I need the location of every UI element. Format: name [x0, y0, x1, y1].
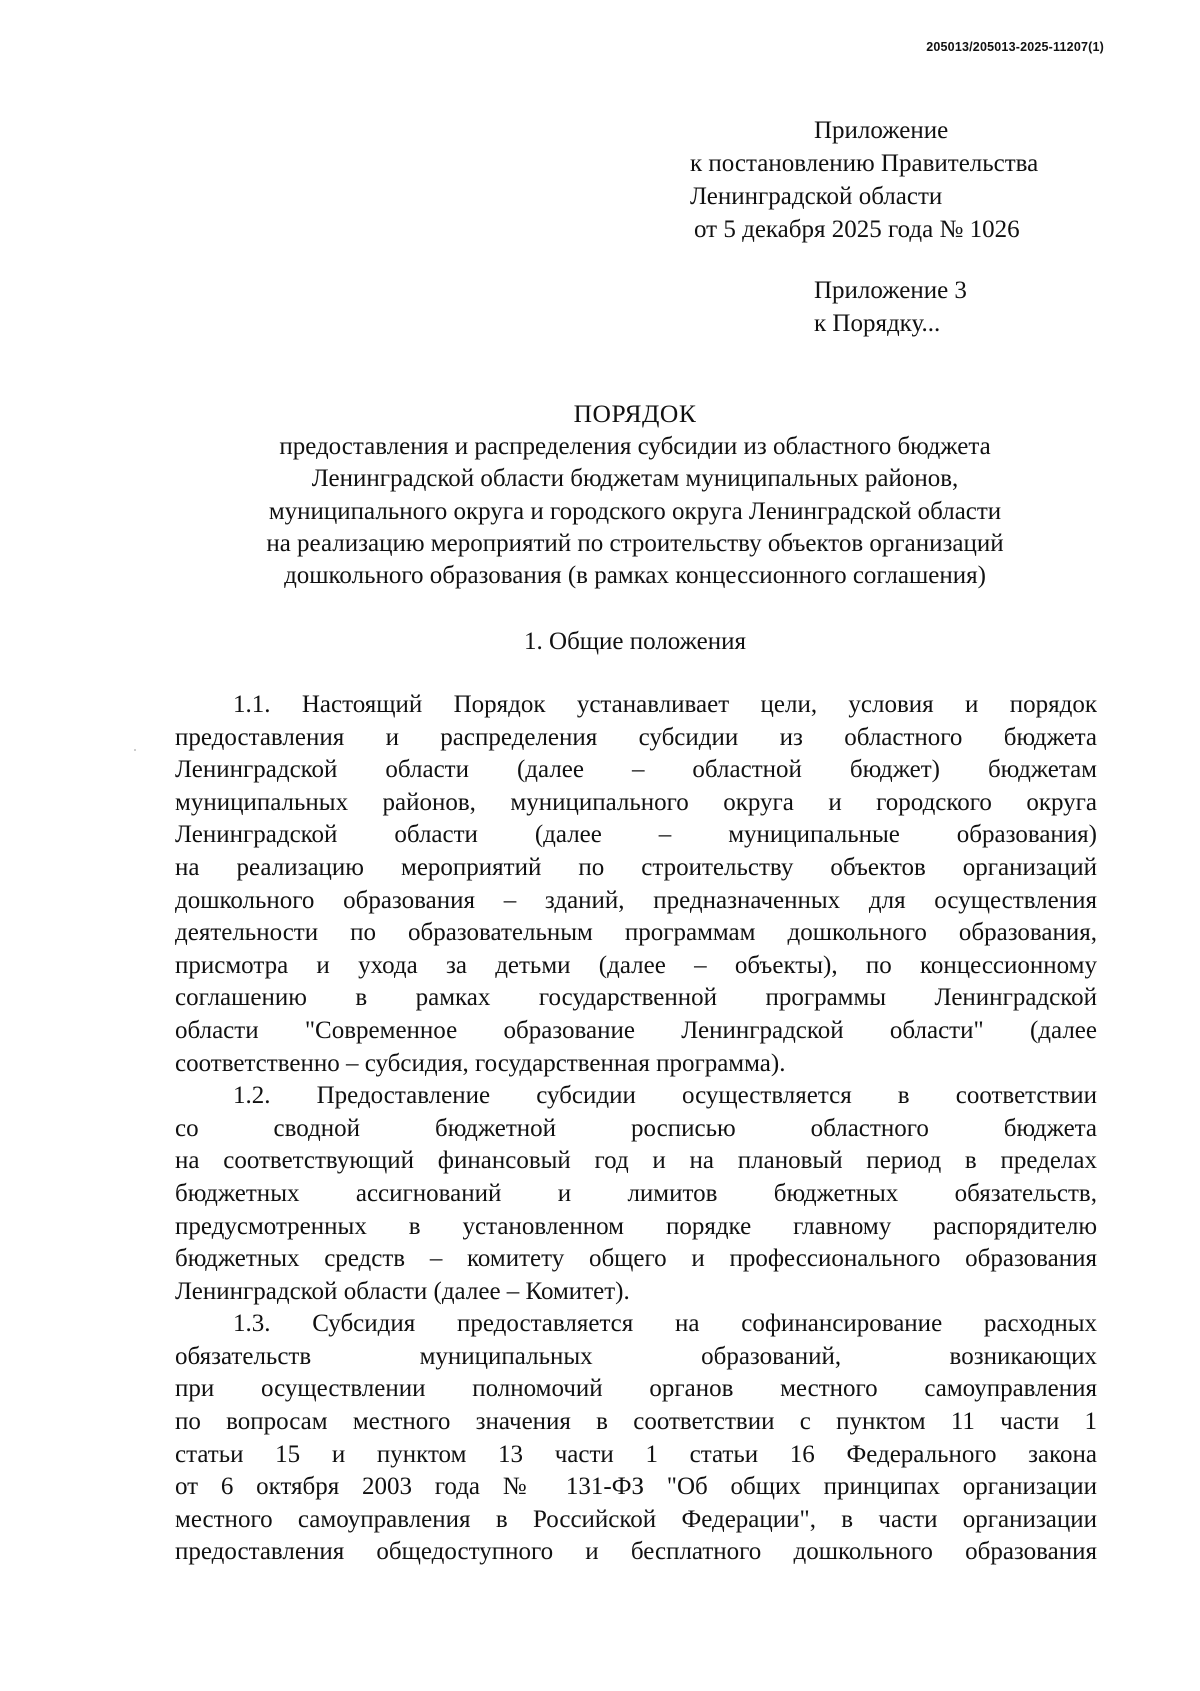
text-line: области "Современное образование Ленинградской области" (далее: [175, 1016, 1097, 1044]
text-line: 1.2. Предоставление субсидии осуществляется в соответствии: [233, 1082, 1097, 1110]
text-line: дошкольного образования – зданий, предназначенных для осуществления: [175, 886, 1097, 914]
scan-artifact: [134, 749, 136, 751]
section-heading: 1. Общие положения: [524, 628, 746, 655]
text-line: соответственно – субсидия, государственная программа).: [175, 1049, 786, 1077]
text-line: предусмотренных в установленном порядке главному распорядителю: [175, 1212, 1097, 1240]
paragraph-1-2: [175, 1080, 1097, 1308]
text-line: Ленинградской области (далее – областной бюджет) бюджетам: [175, 756, 1097, 784]
document-id: 205013/205013-2025-11207(1): [926, 40, 1104, 54]
text-line: 1.3. Субсидия предоставляется на софинансирование расходных: [233, 1310, 1097, 1338]
text-line: Ленинградской области (далее – муниципальные образования): [175, 821, 1097, 849]
annex-title: Приложение: [814, 117, 949, 144]
text-line: на соответствующий финансовый год и на плановый период в пределах: [175, 1147, 1097, 1175]
text-line: предоставления и распределения субсидии из областного бюджета: [175, 723, 1097, 751]
text-line: 1.1. Настоящий Порядок устанавливает цели, условия и порядок: [233, 691, 1097, 718]
text-line: присмотра и ухода за детьми (далее – объекты), по концессионному: [175, 951, 1097, 979]
text-line: Ленинградской области (далее – Комитет).: [175, 1277, 630, 1305]
subtitle-line: дошкольного образования (в рамках концессионного соглашения): [284, 562, 986, 590]
subtitle-line: на реализацию мероприятий по строительству объектов организаций: [266, 529, 1004, 557]
text-line: местного самоуправления в Российской Федерации", в части организации: [175, 1505, 1097, 1533]
text-line: обязательств муниципальных образований, возникающих: [175, 1342, 1097, 1370]
text-line: бюджетных ассигнований и лимитов бюджетных обязательств,: [175, 1179, 1097, 1207]
subtitle-line: предоставления и распределения субсидии из областного бюджета: [279, 433, 991, 460]
text-line: со сводной бюджетной росписью областного бюджета: [175, 1114, 1097, 1142]
text-line: деятельности по образовательным программам дошкольного образования,: [175, 919, 1097, 947]
annex-line: Ленинградской области: [690, 183, 943, 210]
text-line: по вопросам местного значения в соответствии с пунктом 11 части 1: [175, 1408, 1097, 1436]
text-line: от 6 октября 2003 года № 131-ФЗ "Об общих принципах организации: [175, 1473, 1097, 1501]
annex-sub-header: [814, 274, 967, 340]
annex-line: к постановлению Правительства: [690, 150, 1039, 177]
annex-sub-line: к Порядку...: [814, 310, 941, 337]
text-line: бюджетных средств – комитету общего и профессионального образования: [175, 1245, 1097, 1273]
subtitle-line: Ленинградской области бюджетам муниципальных районов,: [311, 465, 959, 493]
annex-header: [690, 114, 1038, 246]
text-line: предоставления общедоступного и бесплатного дошкольного образования: [175, 1538, 1097, 1566]
document-title: ПОРЯДОК: [573, 399, 697, 428]
paragraph-1-3: [175, 1308, 1097, 1569]
annex-sub-title: Приложение 3: [814, 277, 967, 304]
subtitle-line: муниципального округа и городского округа Ленинградской области: [268, 497, 1002, 525]
text-line: муниципальных районов, муниципального округа и городского округа: [175, 788, 1097, 816]
paragraph-1-1: [175, 689, 1097, 1080]
annex-date-number: от 5 декабря 2025 года № 1026: [694, 216, 1020, 243]
text-line: на реализацию мероприятий по строительству объектов организаций: [175, 853, 1097, 881]
text-line: соглашению в рамках государственной программы Ленинградской: [175, 984, 1097, 1012]
text-line: при осуществлении полномочий органов местного самоуправления: [175, 1375, 1097, 1403]
document-subtitle: [0, 431, 1200, 592]
text-line: статьи 15 и пунктом 13 части 1 статьи 16 Федерального закона: [175, 1440, 1097, 1468]
document-body: [175, 689, 1097, 1569]
